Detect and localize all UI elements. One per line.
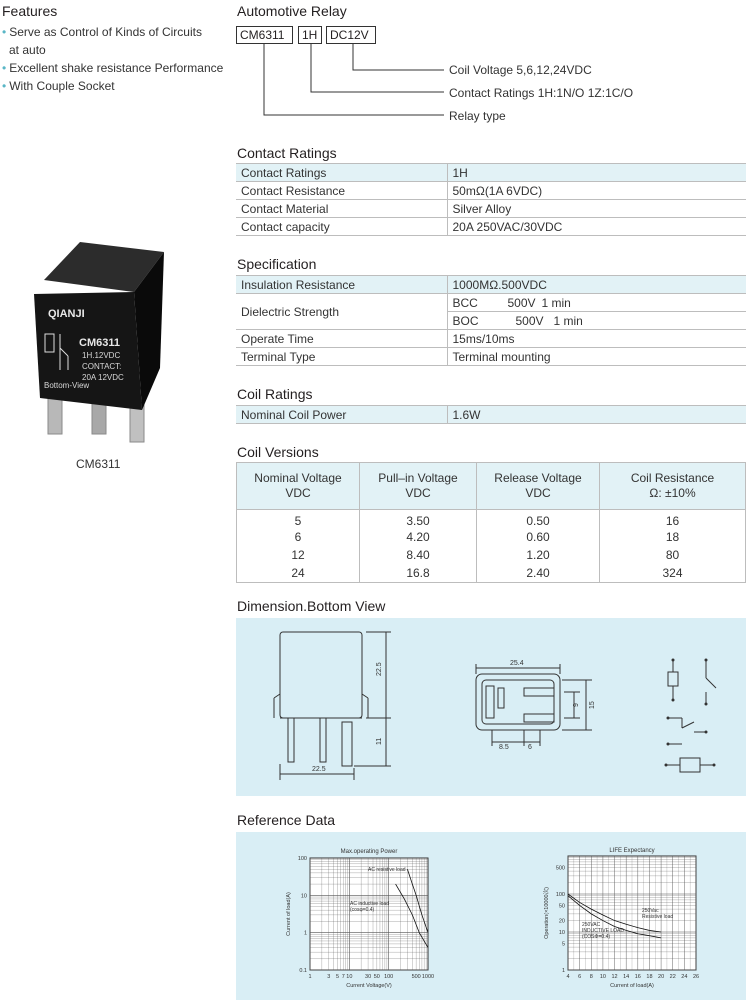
chart-tick-label: 14 [623, 974, 630, 980]
specification-title: Specification [237, 256, 317, 272]
schematic-terminals [665, 659, 716, 767]
chart-annotation: 250Vac [642, 908, 659, 914]
chart-annotation: AC resistive load [368, 867, 406, 873]
chart-tick-label: 7 [341, 974, 345, 980]
feature-item-cont: at auto [9, 43, 46, 57]
table-row: Contact Ratings 1H [236, 164, 746, 182]
chart-tick-label: 30 [365, 974, 372, 980]
table-row: 6 4.20 0.60 18 [237, 528, 746, 546]
chart-annotation: AC inductive load [350, 901, 389, 907]
chart-annotation: INDUCTIVE LOAD [582, 928, 624, 934]
chart-tick-label: 10 [346, 974, 353, 980]
chart-annotation: 250VAC [582, 922, 601, 928]
specification-table [236, 275, 746, 366]
chart-tick-label: 10 [300, 893, 307, 900]
coil-ratings-title: Coil Ratings [237, 386, 313, 402]
chart-tick-label: 6 [578, 974, 582, 980]
chart-tick-label: 100 [384, 974, 394, 980]
relay-caption: CM6311 [76, 457, 121, 471]
dielectric-boc: BOC 500V 1 min [447, 312, 746, 330]
table-row: Contact Material Silver Alloy [236, 200, 746, 218]
chart-ylabel: Current of load(A) [286, 892, 292, 936]
feature-item: • Serve as Control of Kinds of Circuits [2, 25, 202, 39]
chart-tick-label: 5 [335, 974, 340, 980]
dimension-title: Dimension.Bottom View [237, 598, 386, 614]
table-row: 24 16.8 2.40 324 [237, 564, 746, 582]
chart-tick-label: 8 [589, 974, 593, 980]
chart-tick-label: 50 [373, 974, 380, 980]
label-contact-ratings: Contact Ratings 1H:1N/O 1Z:1C/O [449, 86, 634, 100]
chart-ylabel: Operation(×10000次) [544, 887, 550, 939]
relay-body-line2: CONTACT: [82, 362, 122, 371]
chart-title: Max.operating Power [340, 849, 398, 855]
table-header-row: Nominal Voltage VDC Pull–in Voltage VDC Release Voltage VDC Coil Resistance Ω: ±10% [237, 463, 746, 510]
dim-label: 6 [528, 744, 532, 751]
chart-tick-label: 500 [411, 974, 421, 980]
table-row: 12 8.40 1.20 80 [237, 546, 746, 564]
code-contact: 1H [298, 26, 322, 44]
features-title: Features [2, 3, 58, 19]
chart-tick-label: 1000 [421, 974, 435, 980]
chart-max-operating-power [286, 849, 434, 989]
chart-tick-label: 1 [303, 930, 307, 937]
chart-life-expectancy [542, 848, 699, 989]
chart-tick-label: 22 [669, 974, 676, 980]
chart-tick-label: 20 [558, 918, 565, 925]
chart-plot-area [310, 858, 428, 970]
table-row: Contact Resistance 50mΩ(1A 6VDC) [236, 182, 746, 200]
table-row: Insulation Resistance 1000MΩ.500VDC [236, 276, 746, 294]
chart-tick-label: 1 [308, 974, 312, 980]
dim-label: 22.5 [376, 662, 383, 676]
chart-tick-label: 100 [297, 856, 307, 862]
coil-versions-table [236, 462, 746, 583]
table-row: Terminal Type Terminal mounting [236, 348, 746, 366]
code-coil-voltage: DC12V [326, 26, 376, 44]
chart-tick-label: 1 [561, 968, 565, 974]
features-list [2, 23, 227, 95]
chart-annotation: (COSΦ=0.4) [582, 934, 611, 940]
relay-brand: QIANJI [48, 308, 85, 320]
reference-charts [236, 832, 746, 1000]
chart-tick-label: 18 [646, 974, 653, 980]
label-coil-voltage: Coil Voltage 5,6,12,24VDC [449, 63, 592, 77]
chart-tick-label: 10 [558, 930, 565, 936]
dim-label: 22.5 [312, 766, 326, 773]
chart-tick-label: 5 [561, 941, 565, 948]
feature-item: • With Couple Socket [2, 79, 115, 93]
dimension-panel [236, 618, 746, 796]
table-row: Nominal Coil Power 1.6W [236, 406, 746, 424]
relay-body-line3: 20A 12VDC [82, 373, 124, 382]
chart-tick-label: 20 [658, 974, 665, 980]
reference-title: Reference Data [237, 812, 336, 828]
chart-xlabel: Current of load(A) [610, 983, 654, 989]
label-relay-type: Relay type [449, 109, 506, 123]
chart-tick-label: 3 [327, 974, 331, 980]
code-relay-type: CM6311 [236, 26, 293, 44]
dim-label: 8.5 [499, 744, 509, 751]
dielectric-bcc: BCC 500V 1 min [447, 294, 746, 312]
chart-xlabel: Current Voltage(V) [346, 983, 392, 989]
chart-annotation: Resistive load [642, 914, 674, 920]
relay-photo [30, 238, 170, 448]
reference-panel [236, 832, 746, 1000]
relay-body-line1: 1H.12VDC [82, 351, 121, 360]
table-row: Dielectric Strength BCC 500V 1 min [236, 294, 746, 312]
schematic-symbols [666, 660, 716, 772]
dim-label: 9 [573, 703, 580, 707]
chart-title: LIFE Expectancy [609, 848, 655, 854]
contact-ratings-table [236, 163, 746, 236]
chart-annotation: (cosφ=0.4) [350, 907, 375, 913]
dim-label: 15 [589, 701, 596, 709]
chart-tick-label: 16 [634, 974, 641, 980]
dim-label: 11 [376, 737, 383, 745]
ordering-title: Automotive Relay [237, 3, 347, 19]
coil-versions-title: Coil Versions [237, 444, 319, 460]
table-row: Operate Time 15ms/10ms [236, 330, 746, 348]
chart-tick-label: 0.1 [299, 968, 307, 974]
table-row: Contact capacity 20A 250VAC/30VDC [236, 218, 746, 236]
chart-tick-label: 500 [555, 865, 565, 872]
chart-tick-label: 100 [555, 892, 565, 898]
relay-model: CM6311 [79, 337, 120, 349]
table-row: 5 3.50 0.50 16 [237, 510, 746, 529]
chart-tick-label: 12 [611, 974, 618, 980]
coil-ratings-table [236, 405, 746, 424]
chart-tick-label: 24 [681, 974, 688, 980]
chart-tick-label: 50 [558, 903, 565, 910]
chart-tick-label: 10 [599, 974, 606, 980]
dimension-drawing [236, 618, 746, 796]
ordering-leader-lines [236, 44, 456, 124]
side-view [274, 632, 391, 780]
chart-tick-label: 26 [692, 974, 700, 980]
contact-ratings-title: Contact Ratings [237, 145, 337, 161]
feature-item: • Excellent shake resistance Performance [2, 61, 224, 75]
relay-body-line4: Bottom-View [44, 381, 90, 390]
chart-tick-label: 4 [566, 974, 570, 980]
dim-label: 25.4 [510, 660, 524, 667]
